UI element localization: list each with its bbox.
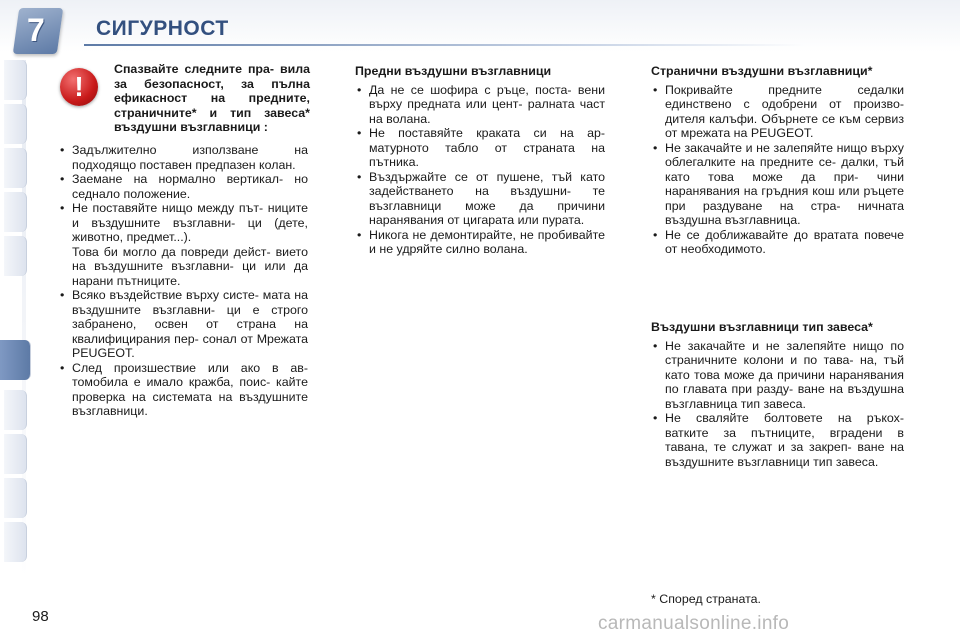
curtain-airbag-list xyxy=(651,339,904,470)
side-tab[interactable] xyxy=(4,434,27,474)
side-tab[interactable] xyxy=(4,104,27,144)
chapter-side-tabs xyxy=(0,60,28,580)
left-column xyxy=(58,143,308,419)
list-item: • Да не се шофира с ръце, поста- вени върху предната или цент- ралната част на волана. xyxy=(355,83,605,127)
list-item: • Никога не демонтирайте, не пробивайте и не удряйте силно волана. xyxy=(355,228,605,257)
side-tab[interactable] xyxy=(4,236,27,276)
title-underline xyxy=(84,44,804,46)
exclamation-circle-icon: ! xyxy=(60,68,98,106)
list-item: • Задължително използване на подходящо поставен предпазен колан. xyxy=(58,143,308,172)
chapter-number: 7 xyxy=(27,12,45,48)
safety-rules-list xyxy=(58,143,308,245)
section-heading: Предни въздушни възглавници xyxy=(355,64,552,78)
list-item: • Не закачайте и не залепяйте нищо по страничните колони и по тава- на, тъй като това може да причини наранявания по главата при разду- ване на въздушна възглавница тип завеса. xyxy=(651,339,904,412)
section-heading: Въздушни възглавници тип завеса* xyxy=(651,320,873,334)
side-tab[interactable] xyxy=(4,192,27,232)
list-item: • Не поставяйте краката си на ар- матурното табло от страната на пътника. xyxy=(355,126,605,170)
right-column-side xyxy=(651,64,904,257)
list-item: • Не закачайте и не залепяйте нищо върху облегалките на предните се- далки, тъй като това може да при- чини наранявания на гръдния кош или ръцете при раздуване на стра- ничната въздушна възглавница. xyxy=(651,141,904,228)
side-tab[interactable] xyxy=(4,60,27,100)
front-airbag-list xyxy=(355,83,605,257)
safety-rules-list-cont xyxy=(58,288,308,419)
list-item: • Не сваляйте болтовете на ръкох- ватките за пътниците, вградени в тавана, те служат и за закреп- ване на въздушните възглавници тип завеса. xyxy=(651,411,904,469)
list-item-continuation: Това би могло да повреди дейст- вието на въздушните възглавни- ци или да нарани пътниците. xyxy=(72,244,308,288)
page-number: 98 xyxy=(32,608,49,625)
middle-column xyxy=(355,64,605,257)
side-tab[interactable] xyxy=(4,478,27,518)
list-item: • След произшествие или ако в ав- томобила е имало кражба, поис- кайте проверка на системата на въздушните възглавници. xyxy=(58,361,308,419)
side-airbag-list xyxy=(651,83,904,257)
watermark: carmanualsonline.info xyxy=(598,613,790,634)
list-item: • Покривайте предните седалки единствено с одобрени от произво- дителя калъфи. Обърнете се към сервиз от мрежата на PEUGEOT. xyxy=(651,83,904,141)
warning-heading: Спазвайте следните пра- вила за безопасност, за пълна ефикасност на предните, страничните* и тип завеса* въздушни възглавници : xyxy=(114,62,310,134)
list-item: • Заемане на нормално вертикал- но седнало положение. xyxy=(58,172,308,201)
page-title: СИГУРНОСТ xyxy=(96,17,229,40)
list-item: • Не поставяйте нищо между път- ниците и въздушните възглавни- ци (дете, животно, предмет...). xyxy=(58,201,308,245)
side-tab-active[interactable] xyxy=(0,340,31,380)
right-column-curtain xyxy=(651,320,904,469)
list-item: • Не се доближавайте до вратата повече от необходимото. xyxy=(651,228,904,257)
list-item: • Всяко въздействие върху систе- мата на въздушните възглавни- ци е строго забранено, освен от страна на квалифицирания пер- сонал от Мрежата PEUGEOT. xyxy=(58,288,308,361)
side-tab[interactable] xyxy=(4,390,27,430)
list-item: • Въздържайте се от пушене, тъй като задействането на въздушни- те възглавници може да причини наранявания от цигарата или пурата. xyxy=(355,170,605,228)
section-heading: Странични въздушни възглавници* xyxy=(651,64,873,78)
side-tab[interactable] xyxy=(4,148,27,188)
side-tab[interactable] xyxy=(4,522,27,562)
footnote: * Според страната. xyxy=(651,592,761,606)
